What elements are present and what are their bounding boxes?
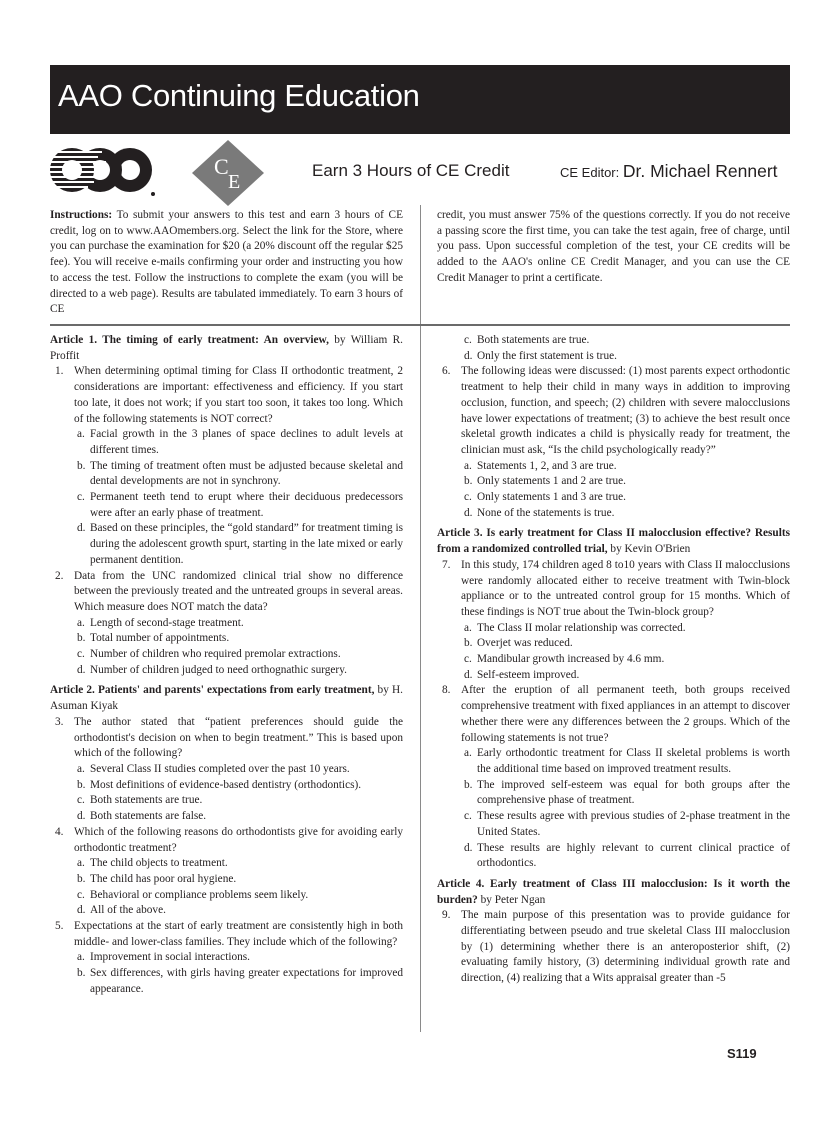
option-4b: b. The child has poor oral hygiene.: [77, 872, 237, 885]
option-2d: d. Number of children judged to need orthognathic surgery.: [77, 663, 347, 676]
option-3d: d. Both statements are false.: [77, 810, 207, 823]
ce-logo-letter-c: C: [214, 154, 229, 179]
page-number: S119: [727, 1046, 757, 1061]
option-7c: c. Mandibular growth increased by 4.6 mm.: [464, 653, 665, 666]
option-1d: d. Based on these principles, the “gold standard” for treatment timing is during the adolescent growth spurt, starting in the late mixed or early permanent dentition.: [77, 522, 403, 566]
option-5b: b. Sex differences, with girls having greater expectations for improved appearance.: [77, 967, 403, 995]
option-7d: d. Self-esteem improved.: [464, 668, 580, 681]
earn-credit-heading: Earn 3 Hours of CE Credit: [312, 161, 510, 180]
option-1b: b. The timing of treatment often must be adjusted because skeletal and dental developments are not in synchrony.: [77, 459, 403, 488]
instructions-text-left: To submit your answers to this test and earn 3 hours of CE credit, log on to www.AAOmembers.org. Select the link for the Store, where you can purchase the examination for $20 (a 20% discount off the regular $25 fee). You will receive e-mails confirming your order and instructing you how to access the test. Follow the instructions to complete the exam (you will be directed to a web page). Results are tabulated immediately. To earn 3 hours of CE: [50, 209, 403, 316]
option-3b: b. Most definitions of evidence-based dentistry (orthodontics).: [77, 778, 362, 791]
option-8a: a. Early orthodontic treatment for Class II skeletal problems is worth the additional time based on improved treatment results.: [464, 747, 790, 775]
question-3: 3. The author stated that “patient preferences should guide the orthodontist's decision on when to begin treatment.” This is based upon which of the following?: [55, 715, 403, 760]
option-4a: a. The child objects to treatment.: [77, 857, 228, 870]
option-4c: c. Behavioral or compliance problems seem likely.: [77, 888, 309, 901]
option-6b: b. Only statements 1 and 2 are true.: [464, 475, 627, 488]
option-5d: d. Only the first statement is true.: [464, 349, 617, 362]
question-7: 7. In this study, 174 children aged 8 to10 years with Class II malocclusions were randomly allocated either to receive treatment with Twin-block appliance or to the untreated control group for 15 months. Which of these findings is NOT true about the Twin-block group?: [442, 558, 790, 618]
ce-logo-letter-e: E: [228, 171, 241, 193]
option-8b: b. The improved self-esteem was equal for both groups after the comprehensive phase of treatment.: [464, 778, 790, 807]
question-8: 8. After the eruption of all permanent teeth, both groups received comprehensive treatment with fixed appliances in an attempt to discover whether there were any differences between the 2 groups. Which of the following statements is not true?: [442, 684, 790, 744]
option-2b: b. Total number of appointments.: [77, 632, 230, 645]
option-6a: a. Statements 1, 2, and 3 are true.: [464, 459, 617, 472]
question-6: 6. The following ideas were discussed: (1) most parents expect orthodontic treatment to help their child in many ways in addition to improving occlusion, function, and speech; (2) children with severe malocclusions have lower expectations of treatment; (3) to achieve the best result once skeletal growth indicates a child is physically ready for treatment, the clinician must ask, “Is the child psychologically ready?”: [442, 365, 790, 456]
article-1-heading: Article 1. The timing of early treatment: An overview, by William R. Proffit: [50, 334, 403, 362]
option-2a: a. Length of second-stage treatment.: [77, 616, 244, 629]
option-8c: c. These results agree with previous studies of 2-phase treatment in the United States.: [464, 810, 790, 838]
aao-logo-icon: [50, 142, 160, 200]
question-5: 5. Expectations at the start of early treatment are consistently high in both middle- and lower-class families. They include which of the following?: [55, 920, 403, 948]
question-9: 9. The main purpose of this presentation was to provide guidance for differentiating between pseudo and true skeletal Class III malocclusion by (1) determining whether there is an anteroposterior shift, (2) evaluating family history, (3) determining individual growth rate and direction, (4) realizing that a Wits appraisal greater than -5: [442, 909, 790, 985]
instructions-label: Instructions:: [50, 209, 113, 221]
right-column: [437, 333, 790, 987]
option-8d: d. These results are highly relevant to current clinical practice of orthodontics.: [464, 841, 790, 870]
instructions-left: [50, 208, 403, 318]
header-banner: [50, 65, 790, 134]
editor-label: CE Editor:: [560, 165, 620, 180]
option-6d: d. None of the statements is true.: [464, 506, 615, 519]
page-title: AAO Continuing Education: [58, 78, 420, 113]
column-divider: [420, 205, 421, 1032]
article-3-heading: Article 3. Is early treatment for Class II malocclusion effective? Results from a randomized controlled trial, by Kevin O'Brien: [437, 527, 790, 556]
option-3a: a. Several Class II studies completed over the past 10 years.: [77, 762, 350, 775]
option-5c: c. Both statements are true.: [464, 334, 590, 346]
ce-logo-icon: [192, 140, 264, 206]
option-7b: b. Overjet was reduced.: [464, 637, 573, 650]
article-4-heading: Article 4. Early treatment of Class III malocclusion: Is it worth the burden? by Peter Ngan: [437, 877, 790, 906]
editor-name: Dr. Michael Rennert: [622, 161, 778, 181]
option-7a: a. The Class II molar relationship was corrected.: [464, 621, 686, 634]
section-divider: [50, 324, 790, 326]
question-1: 1. When determining optimal timing for Class II orthodontic treatment, 2 considerations are important: effectiveness and efficiency. If you start too late, it does not work; if you start too soon, it takes too long. Which of the following statements is NOT correct?: [55, 365, 403, 425]
option-1c: c. Permanent teeth tend to erupt where their deciduous predecessors were after an early phase of treatment.: [77, 491, 403, 519]
article-2-heading: Article 2. Patients' and parents' expectations from early treatment, by H. Asuman Kiyak: [50, 684, 403, 713]
option-6c: c. Only statements 1 and 3 are true.: [464, 491, 627, 504]
option-4d: d. All of the above.: [77, 904, 166, 917]
ce-editor: [560, 161, 778, 182]
instructions-right: credit, you must answer 75% of the questions correctly. If you do not receive a passing score the first time, you can take the test again, free of charge, until you pass. Upon successful completion of the test, your CE credits will be added to the AAO's online CE Credit Manager, and you can use the CE Credit Manager to print a certificate.: [437, 209, 790, 284]
question-4: 4. Which of the following reasons do orthodontists give for avoiding early orthodontic treatment?: [55, 825, 403, 854]
option-1a: a. Facial growth in the 3 planes of space declines to adult levels at different times.: [77, 428, 403, 456]
option-5a: a. Improvement in social interactions.: [77, 951, 250, 964]
option-3c: c. Both statements are true.: [77, 794, 203, 807]
option-2c: c. Number of children who required premolar extractions.: [77, 648, 341, 661]
question-2: 2. Data from the UNC randomized clinical trial show no difference between the previously treated and the untreated groups in several areas. Which measure does NOT match the data?: [55, 569, 403, 613]
left-column: [50, 333, 403, 998]
